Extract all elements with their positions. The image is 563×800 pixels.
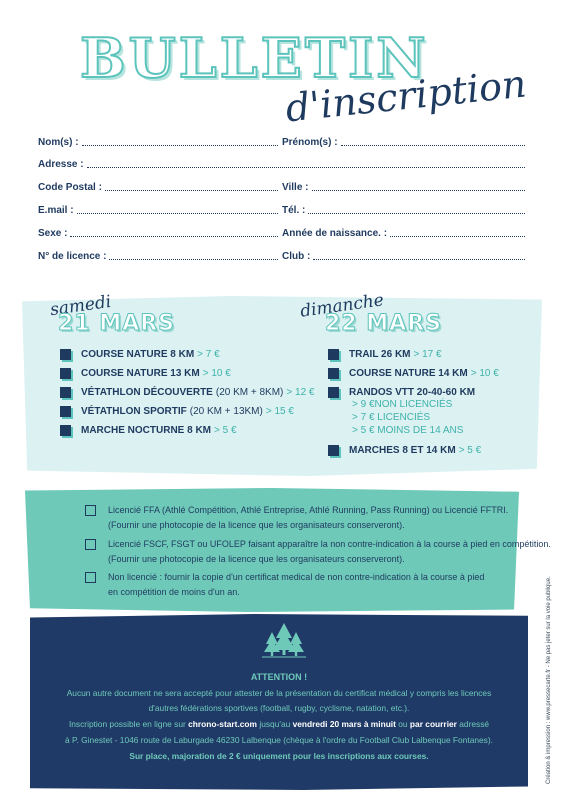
sexe-line[interactable] xyxy=(70,227,278,237)
prenom-label: Prénom(s) : xyxy=(282,137,338,148)
attention-title: ATTENTION ! xyxy=(250,672,308,682)
licence-label: N° de licence : xyxy=(38,251,107,262)
attention-line-3b: jusqu'au xyxy=(257,719,293,729)
attention-line-2: d'autres fédérations sportives (football, rugby, cyclisme, natation, etc.). xyxy=(148,703,410,713)
naissance-field[interactable] xyxy=(282,225,525,239)
race-name: VÉTATHLON SPORTIF xyxy=(81,405,187,417)
race-sun-2[interactable] xyxy=(328,366,499,380)
licence-fscf-checkbox[interactable] xyxy=(85,539,96,550)
club-label: Club : xyxy=(282,251,311,262)
email-field[interactable] xyxy=(38,202,278,216)
code-postal-field[interactable] xyxy=(38,179,278,193)
tel-label: Tél. : xyxy=(282,205,306,216)
mail-text: par courrier xyxy=(409,719,457,729)
sexe-label: Sexe : xyxy=(38,228,68,239)
vtt-price-1: > 9 €NON LICENCIÉS xyxy=(352,399,453,410)
licence-field[interactable] xyxy=(38,248,278,262)
race-detail: (20 KM + 13KM) xyxy=(189,405,263,417)
licence-ffa-note: (Fournir une photocopie de la licence que les organisateurs conserveront). xyxy=(108,520,405,530)
vtt-price-3: > 5 € MOINS DE 14 ANS xyxy=(352,425,464,436)
adresse-line[interactable] xyxy=(87,158,525,168)
checkbox-icon[interactable] xyxy=(60,425,71,436)
attention-line-3d: adressé xyxy=(456,719,490,729)
race-name: COURSE NATURE 8 KM xyxy=(81,348,195,360)
race-detail: (20 KM + 8KM) xyxy=(215,386,284,398)
non-licencie-text: Non licencié : fournir la copie d'un certificat medical de non contre-indication à la course à pied xyxy=(108,572,485,582)
nom-label: Nom(s) : xyxy=(38,137,79,148)
licence-ffa-text: Licencié FFA (Athlé Compétition, Athlé Entreprise, Athlé Running, Pass Running) ou Licencié FFTRI. xyxy=(108,505,509,515)
race-price: > 5 € xyxy=(458,444,482,456)
title-script: d'inscription xyxy=(283,61,529,131)
checkbox-icon[interactable] xyxy=(60,368,71,379)
email-label: E.mail : xyxy=(38,205,74,216)
tel-field[interactable] xyxy=(282,202,525,216)
deadline-text: vendredi 20 mars à minuit xyxy=(292,719,396,729)
licence-line[interactable] xyxy=(109,250,278,260)
race-name: MARCHES 8 ET 14 KM xyxy=(349,444,456,456)
checkbox-icon[interactable] xyxy=(328,349,339,360)
checkbox-icon[interactable] xyxy=(60,387,71,398)
race-price: > 15 € xyxy=(265,405,294,417)
naissance-line[interactable] xyxy=(390,227,525,237)
ville-label: Ville : xyxy=(282,182,309,193)
attention-line-5: Sur place, majoration de 2 € uniquement pour les inscriptions aux courses. xyxy=(129,751,429,761)
checkbox-icon[interactable] xyxy=(60,406,71,417)
checkbox-icon[interactable] xyxy=(328,368,339,379)
race-sat-2[interactable] xyxy=(60,366,231,380)
race-price: > 12 € xyxy=(286,386,315,398)
prenom-field[interactable] xyxy=(282,134,525,148)
race-price: > 17 € xyxy=(413,348,442,360)
sunday-script: dimanche xyxy=(299,290,386,322)
club-field[interactable] xyxy=(282,248,525,262)
checkbox-icon[interactable] xyxy=(328,445,339,456)
saturday-script: samedi xyxy=(48,291,113,321)
race-name: MARCHE NOCTURNE 8 KM xyxy=(81,424,211,436)
attention-line-3 xyxy=(34,719,524,731)
nom-field[interactable] xyxy=(38,134,278,148)
ville-field[interactable] xyxy=(282,179,525,193)
race-sat-1[interactable] xyxy=(60,347,220,361)
naissance-label: Année de naissance. : xyxy=(282,228,388,239)
race-name: COURSE NATURE 14 KM xyxy=(349,367,468,379)
saturday-date: 21 MARS xyxy=(58,311,175,336)
race-price: > 10 € xyxy=(470,367,499,379)
non-licencie-checkbox[interactable] xyxy=(85,572,96,583)
race-price: > 5 € xyxy=(214,424,237,436)
code-postal-label: Code Postal : xyxy=(38,182,102,193)
race-sun-4[interactable] xyxy=(328,443,481,457)
adresse-field[interactable] xyxy=(38,156,525,170)
nom-line[interactable] xyxy=(82,136,278,146)
non-licencie-note: en compétition de moins d'un an. xyxy=(108,587,240,597)
sexe-field[interactable] xyxy=(38,225,278,239)
race-sat-3[interactable] xyxy=(60,385,314,399)
race-sun-3[interactable] xyxy=(328,385,475,399)
race-price: > 10 € xyxy=(202,367,231,379)
race-sun-1[interactable] xyxy=(328,347,442,361)
race-sat-4[interactable] xyxy=(60,404,294,418)
email-line[interactable] xyxy=(77,204,278,214)
checkbox-icon[interactable] xyxy=(60,349,71,360)
tel-line[interactable] xyxy=(308,204,525,214)
trees-icon xyxy=(262,620,306,660)
race-name: RANDOS VTT 20-40-60 KM xyxy=(349,386,476,398)
vtt-price-2: > 7 € LICENCIÉS xyxy=(352,412,431,423)
side-credit: Création & impression : www.pressecarte.fr - Ne pas jeter sur la voie publique. xyxy=(546,576,552,784)
sunday-date: 22 MARS xyxy=(325,311,442,336)
attention-line-4: à P. Ginestet - 1046 route de Laburgade 46230 Lalbenque (chèque à l'ordre du Football Club Lalbenque Fontanes). xyxy=(65,735,493,745)
licence-fscf-text: Licencié FSCF, FSGT ou UFOLEP faisant apparaître la non contre-indication à la course à pied en compétition. xyxy=(108,539,551,549)
prenom-line[interactable] xyxy=(341,136,525,146)
race-name: TRAIL 26 KM xyxy=(349,348,411,360)
attention-line-3c: ou xyxy=(395,719,410,729)
race-name: COURSE NATURE 13 KM xyxy=(81,367,200,379)
race-sat-5[interactable] xyxy=(60,423,237,437)
checkbox-icon[interactable] xyxy=(328,387,339,398)
race-name: VÉTATHLON DÉCOUVERTE xyxy=(81,386,213,398)
ville-line[interactable] xyxy=(312,181,526,191)
attention-line-1: Aucun autre document ne sera accepté pour attester de la présentation du certificat médical y compris les licences xyxy=(66,688,492,698)
website-link[interactable]: chrono-start.com xyxy=(188,719,257,729)
club-line[interactable] xyxy=(313,250,525,260)
attention-line-3a: Inscription possible en ligne sur xyxy=(68,719,189,729)
title-main: BULLETIN xyxy=(80,26,429,90)
race-price: > 7 € xyxy=(197,348,220,360)
code-postal-line[interactable] xyxy=(105,181,278,191)
licence-ffa-checkbox[interactable] xyxy=(85,505,96,516)
adresse-label: Adresse : xyxy=(38,159,84,170)
licence-fscf-note: (Fournir une photocopie de la licence que les organisateurs conserveront). xyxy=(108,554,405,564)
